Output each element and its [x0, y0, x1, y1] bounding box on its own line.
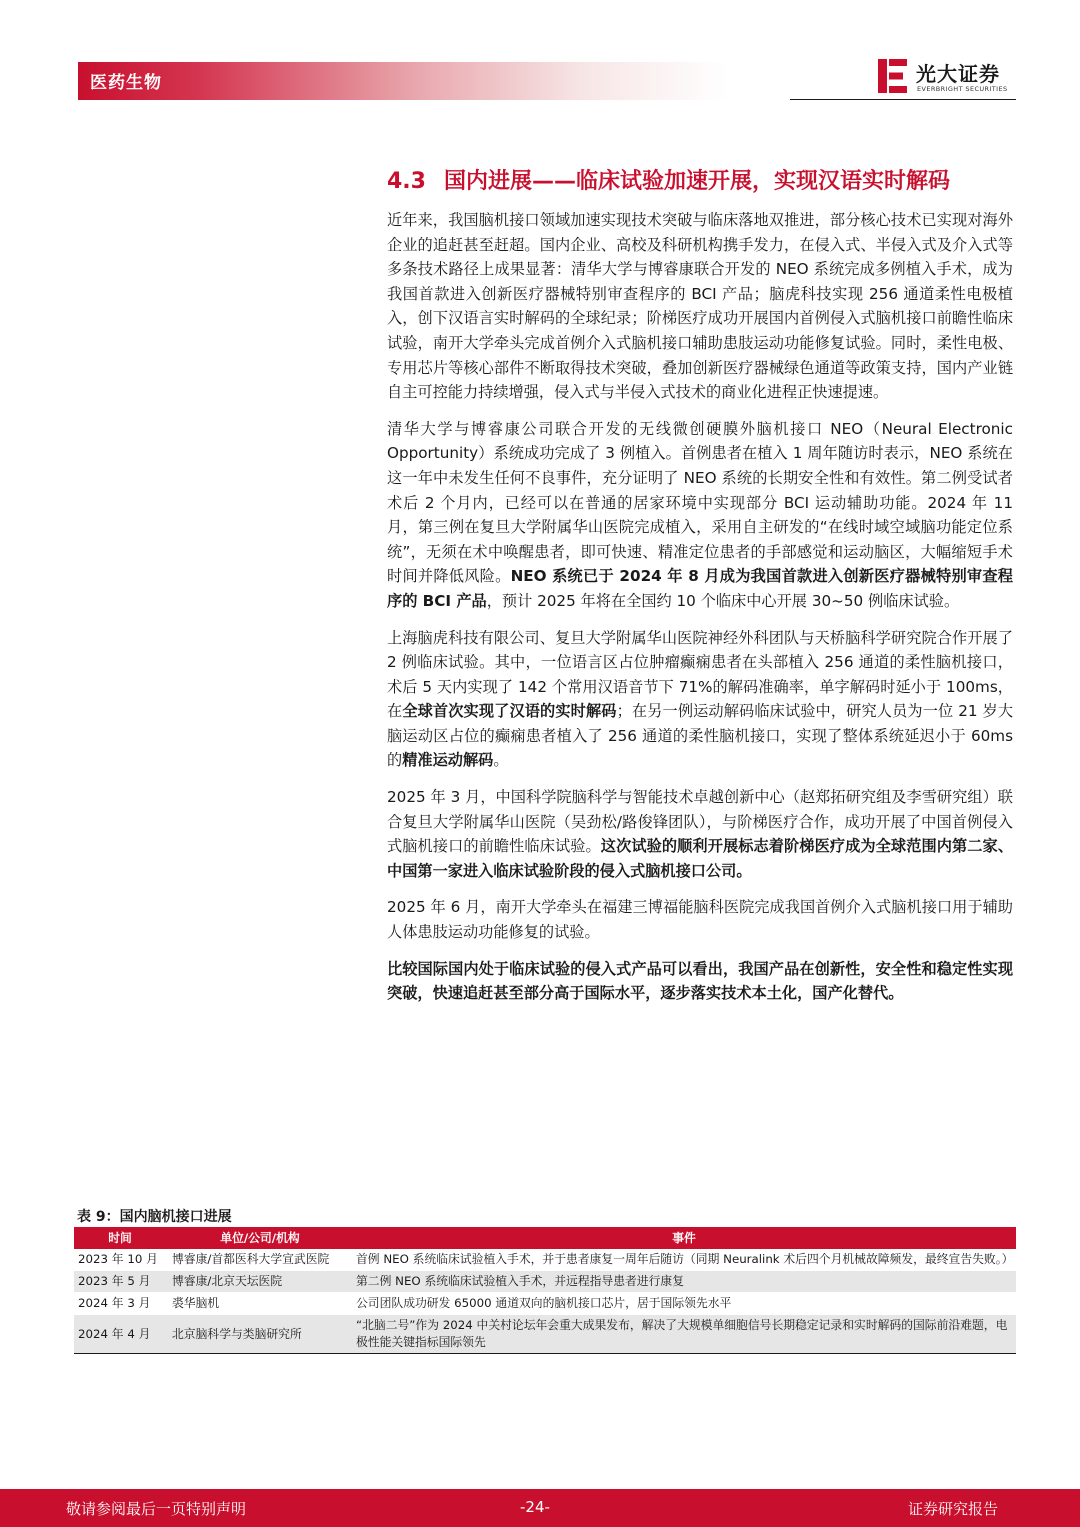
table-row — [74, 1293, 1016, 1315]
table-row — [74, 1271, 1016, 1293]
header-org: 单位/公司/机构 — [168, 1227, 352, 1249]
row-org: 北京脑科学与类脑研究所 — [168, 1315, 352, 1354]
progress-table — [74, 1227, 1016, 1354]
table-row — [74, 1315, 1016, 1354]
section-heading: 国内进展——临床试验加速开展，实现汉语实时解码 — [443, 169, 950, 194]
naohu-highlight-1: 全球首次实现了汉语的实时解码 — [402, 702, 617, 721]
everbright-logo-icon — [876, 56, 910, 96]
row-org: 博睿康/首都医科大学宣武医院 — [168, 1249, 352, 1271]
section-number: 4.3 — [387, 169, 426, 194]
paragraph-neo — [387, 417, 1013, 614]
body-content — [387, 208, 1013, 1018]
footer-report-type: 证券研究报告 — [908, 1500, 999, 1518]
neo-text-tail: ，预计 2025 年将在全国约 10 个临床中心开展 30~50 例临床试验。 — [486, 591, 960, 610]
row-time: 2023 年 5 月 — [74, 1271, 168, 1293]
page-number: -24- — [520, 1498, 550, 1516]
paragraph-conclusion — [387, 957, 1013, 1006]
naohu-highlight-2: 精准运动解码 — [402, 751, 494, 770]
table-header-row — [74, 1227, 1016, 1249]
row-event: 公司团队成功研发 65000 通道双向的脑机接口芯片，居于国际领先水平 — [352, 1293, 1016, 1315]
conclusion-highlight: 比较国际国内处于临床试验的侵入式产品可以看出，我国产品在创新性，安全性和稳定性实现突破，快速追赶甚至部分高于国际水平，逐步落实技术本土化，国产化替代。 — [387, 959, 1013, 1003]
paragraph-jieti — [387, 785, 1013, 883]
header-divider — [790, 99, 1016, 100]
naohu-text-end: 。 — [493, 751, 509, 770]
naohu-text-mid: ；在另一例运动解码临床试验中，研究人员为一位 21 岁大脑运动区占位的癫痫患者植入了 256 通道的柔性脑机接口，实现了整体系统延迟小于 60ms 的 — [387, 702, 1014, 770]
neo-highlight: NEO 系统已于 2024 年 8 月成为我国首款进入创新医疗器械特别审查程序的 BCI 产品 — [387, 567, 1013, 610]
row-time: 2024 年 3 月 — [74, 1293, 168, 1315]
logo-english-name: EVERBRIGHT SECURITIES — [917, 85, 1008, 93]
jieti-highlight: 这次试验的顺利开展标志着阶梯医疗成为全球范围内第二家、中国第一家进入临床试验阶段的侵入式脑机接口公司。 — [387, 837, 1014, 880]
company-logo — [876, 56, 1016, 98]
naohu-text: 上海脑虎科技有限公司、复旦大学附属华山医院神经外科团队与天桥脑科学研究院合作开展了 2 例临床试验。其中，一位语言区占位肿瘤癫痫患者在头部植入 256 通道的柔性脑机接口，术后 5 天内实现了 142 个常用汉语音节下 71%的解码准确率，单字解码时延小于 100ms，在 — [387, 628, 1013, 721]
row-time: 2024 年 4 月 — [74, 1315, 168, 1354]
paragraph-nankai: 2025 年 6 月，南开大学牵头在福建三博福能脑科医院完成我国首例介入式脑机接口用于辅助人体患肢运动功能修复的试验。 — [387, 898, 1013, 942]
jieti-text: 2025 年 3 月，中国科学院脑科学与智能技术卓越创新中心（赵郑拓研究组及李雪研究组）联合复旦大学附属华山医院（吴劲松/路俊锋团队），与阶梯医疗合作，成功开展了中国首例侵入式脑机接口的前瞻性临床试验。 — [387, 788, 1013, 856]
row-org: 博睿康/北京天坛医院 — [168, 1271, 352, 1293]
paragraph-naohu — [387, 626, 1013, 774]
row-time: 2023 年 10 月 — [74, 1249, 168, 1271]
row-org: 裘华脑机 — [168, 1293, 352, 1315]
header-category: 医药生物 — [90, 73, 162, 93]
neo-text: 清华大学与博睿康公司联合开发的无线微创硬膜外脑机接口 NEO（Neural Electronic Opportunity）系统成功完成了 3 例植入。首例患者在植入 1 周年随访时表示，NEO 系统在这一年中未发生任何不良事件，充分证明了 NEO 系统的长期安全性和有效性。第二例受试者术后 2 个月内，已经可以在普通的居家环境中实现部分 BCI 运动辅助功能。2024 年 11 月，第三例在复旦大学附属华山医院完成植入，采用自主研发的“在线时域空域脑功能定位系统”，无须在术中唤醒患者，即可快速、精准定位患者的手部感觉和运动脑区，大幅缩短手术时间并降低风险。 — [387, 419, 1013, 586]
header-band — [78, 62, 728, 100]
row-event: 第二例 NEO 系统临床试验植入手术，并远程指导患者进行康复 — [352, 1271, 1016, 1293]
row-event: “北脑二号”作为 2024 中关村论坛年会重大成果发布，解决了大规模单细胞信号长期稳定记录和实时解码的国际前沿难题，电极性能关键指标国际领先 — [352, 1315, 1016, 1354]
paragraph-overview: 近年来，我国脑机接口领域加速实现技术突破与临床落地双推进，部分核心技术已实现对海外企业的追赶甚至赶超。国内企业、高校及科研机构携手发力，在侵入式、半侵入式及介入式等多条技术路径上成果显著：清华大学与博睿康联合开发的 NEO 系统完成多例植入手术，成为我国首款进入创新医疗器械特别审查程序的 BCI 产品；脑虎科技实现 256 通道柔性电极植入，创下汉语言实时解码的全球纪录；阶梯医疗成功开展国内首例侵入式脑机接口前瞻性临床试验，南开大学牵头完成首例介入式脑机接口辅助患肢运动功能修复试验。同时，柔性电极、专用芯片等核心部件不断取得技术突破，叠加创新医疗器械绿色通道等政策支持，国内产业链自主可控能力持续增强，侵入式与半侵入式技术的商业化进程正快速提速。 — [387, 211, 1013, 402]
header-event: 事件 — [352, 1227, 1016, 1249]
row-event: 首例 NEO 系统临床试验植入手术，并于患者康复一周年后随访（同期 Neuralink 术后四个月机械故障频发，最终宣告失败。） — [352, 1249, 1016, 1271]
section-title — [387, 164, 950, 195]
footer-disclaimer: 敬请参阅最后一页特别声明 — [66, 1500, 247, 1518]
table-caption: 表 9：国内脑机接口进展 — [77, 1209, 232, 1225]
header-time: 时间 — [74, 1227, 168, 1249]
logo-chinese-name: 光大证券 — [916, 62, 1000, 86]
table-row — [74, 1249, 1016, 1271]
page-footer — [0, 1489, 1080, 1527]
